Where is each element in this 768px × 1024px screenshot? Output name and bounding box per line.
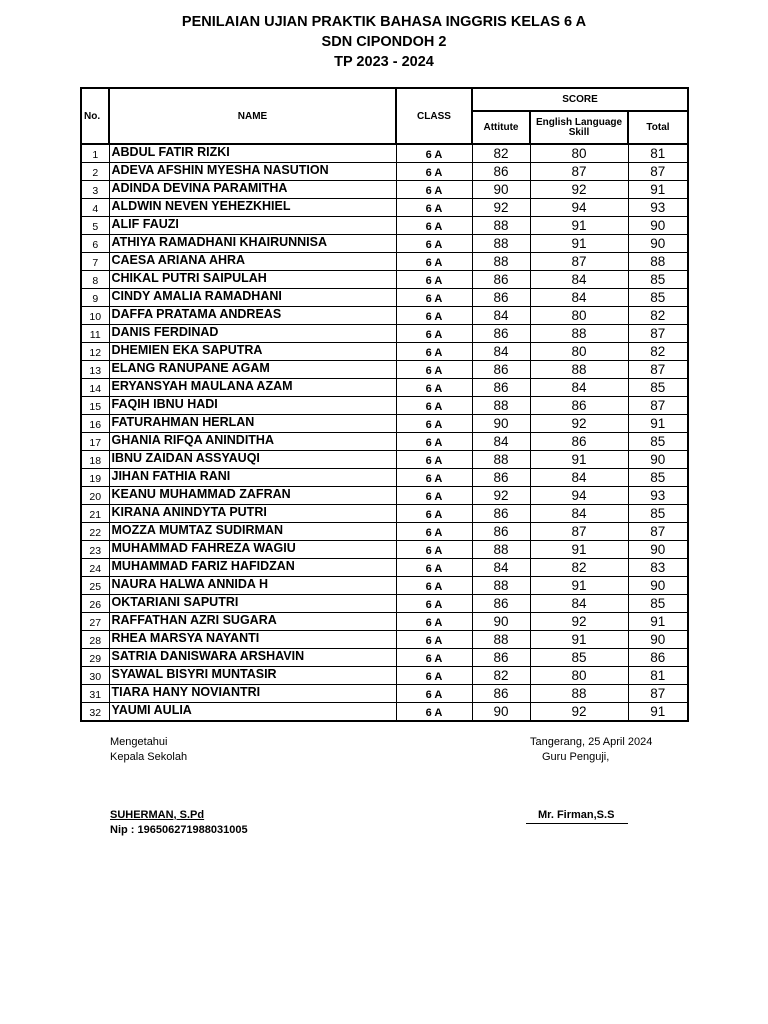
table-row	[81, 451, 688, 469]
total-score: 81	[628, 667, 688, 685]
english-skill-score: 91	[530, 217, 628, 235]
english-skill-score: 92	[530, 415, 628, 433]
student-name: DHEMIEN EKA SAPUTRA	[109, 343, 396, 361]
row-number: 6	[81, 235, 109, 253]
table-row	[81, 325, 688, 343]
total-score: 87	[628, 361, 688, 379]
total-score: 90	[628, 217, 688, 235]
english-skill-score: 91	[530, 541, 628, 559]
student-class: 6 A	[396, 433, 472, 451]
table-row	[81, 685, 688, 703]
total-score: 93	[628, 199, 688, 217]
attitute-score: 86	[472, 289, 530, 307]
total-score: 85	[628, 469, 688, 487]
student-name: ABDUL FATIR RIZKI	[109, 144, 396, 163]
attitute-score: 88	[472, 541, 530, 559]
attitute-score: 84	[472, 433, 530, 451]
english-skill-score: 86	[530, 433, 628, 451]
attitute-score: 82	[472, 667, 530, 685]
attitute-score: 86	[472, 523, 530, 541]
row-number: 28	[81, 631, 109, 649]
row-number: 20	[81, 487, 109, 505]
row-number: 32	[81, 703, 109, 722]
table-row	[81, 217, 688, 235]
english-skill-score: 86	[530, 397, 628, 415]
table-row	[81, 235, 688, 253]
attitute-score: 86	[472, 685, 530, 703]
total-score: 91	[628, 181, 688, 199]
table-row	[81, 271, 688, 289]
student-name: CHIKAL PUTRI SAIPULAH	[109, 271, 396, 289]
student-name: MUHAMMAD FAHREZA WAGIU	[109, 541, 396, 559]
row-number: 11	[81, 325, 109, 343]
student-class: 6 A	[396, 469, 472, 487]
row-number: 25	[81, 577, 109, 595]
header-english-language-skill: English Language Skill	[530, 111, 628, 144]
table-row	[81, 523, 688, 541]
attitute-score: 86	[472, 271, 530, 289]
student-name: GHANIA RIFQA ANINDITHA	[109, 433, 396, 451]
attitute-score: 86	[472, 325, 530, 343]
attitute-score: 82	[472, 144, 530, 163]
student-class: 6 A	[396, 144, 472, 163]
student-class: 6 A	[396, 199, 472, 217]
total-score: 90	[628, 451, 688, 469]
teacher-signature-line	[526, 823, 628, 824]
attitute-score: 88	[472, 577, 530, 595]
row-number: 1	[81, 144, 109, 163]
row-number: 14	[81, 379, 109, 397]
row-number: 3	[81, 181, 109, 199]
student-class: 6 A	[396, 685, 472, 703]
row-number: 13	[81, 361, 109, 379]
student-name: SATRIA DANISWARA ARSHAVIN	[109, 649, 396, 667]
table-row	[81, 361, 688, 379]
student-class: 6 A	[396, 523, 472, 541]
total-score: 91	[628, 613, 688, 631]
table-row	[81, 631, 688, 649]
student-class: 6 A	[396, 595, 472, 613]
score-table	[80, 87, 689, 722]
student-name: FAQIH IBNU HADI	[109, 397, 396, 415]
left-sign-line1: Mengetahui	[110, 736, 168, 748]
attitute-score: 88	[472, 397, 530, 415]
attitute-score: 90	[472, 703, 530, 722]
attitute-score: 88	[472, 217, 530, 235]
student-name: RAFFATHAN AZRI SUGARA	[109, 613, 396, 631]
english-skill-score: 92	[530, 181, 628, 199]
english-skill-score: 91	[530, 451, 628, 469]
attitute-score: 86	[472, 595, 530, 613]
attitute-score: 84	[472, 307, 530, 325]
attitute-score: 84	[472, 559, 530, 577]
total-score: 83	[628, 559, 688, 577]
english-skill-score: 91	[530, 631, 628, 649]
attitute-score: 88	[472, 631, 530, 649]
student-class: 6 A	[396, 271, 472, 289]
left-sign-line2: Kepala Sekolah	[110, 751, 188, 763]
student-class: 6 A	[396, 343, 472, 361]
english-skill-score: 80	[530, 343, 628, 361]
row-number: 31	[81, 685, 109, 703]
row-number: 17	[81, 433, 109, 451]
student-name: FATURAHMAN HERLAN	[109, 415, 396, 433]
attitute-score: 92	[472, 199, 530, 217]
row-number: 15	[81, 397, 109, 415]
student-class: 6 A	[396, 289, 472, 307]
english-skill-score: 84	[530, 505, 628, 523]
total-score: 85	[628, 433, 688, 451]
student-class: 6 A	[396, 541, 472, 559]
english-skill-score: 92	[530, 613, 628, 631]
table-row	[81, 163, 688, 181]
header-title: PENILAIAN UJIAN PRAKTIK BAHASA INGGRIS KELAS 6 A	[181, 14, 587, 30]
student-name: ADINDA DEVINA PARAMITHA	[109, 181, 396, 199]
student-class: 6 A	[396, 631, 472, 649]
student-class: 6 A	[396, 415, 472, 433]
attitute-score: 90	[472, 613, 530, 631]
attitute-score: 88	[472, 451, 530, 469]
attitute-score: 84	[472, 343, 530, 361]
total-score: 87	[628, 523, 688, 541]
row-number: 21	[81, 505, 109, 523]
attitute-score: 86	[472, 505, 530, 523]
attitute-score: 86	[472, 649, 530, 667]
english-skill-score: 94	[530, 199, 628, 217]
total-score: 90	[628, 631, 688, 649]
table-row	[81, 253, 688, 271]
right-sign-line1: Tangerang, 25 April 2024	[530, 736, 653, 748]
header-school-year: TP 2023 - 2024	[334, 54, 434, 70]
row-number: 12	[81, 343, 109, 361]
header-class: CLASS	[396, 88, 472, 144]
student-name: OKTARIANI SAPUTRI	[109, 595, 396, 613]
table-row	[81, 505, 688, 523]
table-row	[81, 433, 688, 451]
student-class: 6 A	[396, 451, 472, 469]
english-skill-score: 82	[530, 559, 628, 577]
student-class: 6 A	[396, 397, 472, 415]
student-class: 6 A	[396, 361, 472, 379]
student-name: MUHAMMAD FARIZ HAFIDZAN	[109, 559, 396, 577]
table-row	[81, 343, 688, 361]
row-number: 16	[81, 415, 109, 433]
student-name: IBNU ZAIDAN ASSYAUQI	[109, 451, 396, 469]
teacher-name: Mr. Firman,S.S	[538, 809, 615, 821]
total-score: 93	[628, 487, 688, 505]
header-school: SDN CIPONDOH 2	[321, 34, 447, 50]
total-score: 87	[628, 163, 688, 181]
student-class: 6 A	[396, 577, 472, 595]
total-score: 82	[628, 307, 688, 325]
student-name: KIRANA ANINDYTA PUTRI	[109, 505, 396, 523]
table-row	[81, 379, 688, 397]
attitute-score: 92	[472, 487, 530, 505]
table-row	[81, 487, 688, 505]
english-skill-score: 85	[530, 649, 628, 667]
table-row	[81, 415, 688, 433]
total-score: 90	[628, 235, 688, 253]
total-score: 90	[628, 577, 688, 595]
student-name: ELANG RANUPANE AGAM	[109, 361, 396, 379]
english-skill-score: 80	[530, 144, 628, 163]
student-class: 6 A	[396, 613, 472, 631]
student-class: 6 A	[396, 703, 472, 722]
total-score: 85	[628, 379, 688, 397]
total-score: 91	[628, 703, 688, 722]
total-score: 82	[628, 343, 688, 361]
table-row	[81, 667, 688, 685]
english-skill-score: 84	[530, 271, 628, 289]
total-score: 85	[628, 289, 688, 307]
table-row	[81, 577, 688, 595]
english-skill-score: 84	[530, 379, 628, 397]
english-skill-score: 87	[530, 163, 628, 181]
student-name: ALIF FAUZI	[109, 217, 396, 235]
english-skill-score: 84	[530, 289, 628, 307]
attitute-score: 90	[472, 181, 530, 199]
english-skill-score: 80	[530, 667, 628, 685]
row-number: 24	[81, 559, 109, 577]
student-class: 6 A	[396, 235, 472, 253]
student-name: DAFFA PRATAMA ANDREAS	[109, 307, 396, 325]
student-name: SYAWAL BISYRI MUNTASIR	[109, 667, 396, 685]
row-number: 26	[81, 595, 109, 613]
english-skill-score: 92	[530, 703, 628, 722]
total-score: 88	[628, 253, 688, 271]
total-score: 87	[628, 325, 688, 343]
row-number: 30	[81, 667, 109, 685]
row-number: 2	[81, 163, 109, 181]
row-number: 23	[81, 541, 109, 559]
table-row	[81, 199, 688, 217]
header-no: No.	[81, 88, 109, 144]
student-name: ERYANSYAH MAULANA AZAM	[109, 379, 396, 397]
principal-name: SUHERMAN, S.Pd	[110, 809, 205, 821]
row-number: 4	[81, 199, 109, 217]
document-header	[0, 12, 768, 72]
student-class: 6 A	[396, 163, 472, 181]
student-name: KEANU MUHAMMAD ZAFRAN	[109, 487, 396, 505]
student-name: TIARA HANY NOVIANTRI	[109, 685, 396, 703]
attitute-score: 86	[472, 469, 530, 487]
student-class: 6 A	[396, 667, 472, 685]
student-name: YAUMI AULIA	[109, 703, 396, 722]
table-row	[81, 649, 688, 667]
attitute-score: 86	[472, 379, 530, 397]
attitute-score: 86	[472, 163, 530, 181]
total-score: 86	[628, 649, 688, 667]
student-class: 6 A	[396, 307, 472, 325]
english-skill-score: 94	[530, 487, 628, 505]
english-skill-score: 80	[530, 307, 628, 325]
right-sign-line2: Guru Penguji,	[542, 751, 610, 763]
student-name: ADEVA AFSHIN MYESHA NASUTION	[109, 163, 396, 181]
total-score: 90	[628, 541, 688, 559]
english-skill-score: 84	[530, 469, 628, 487]
attitute-score: 90	[472, 415, 530, 433]
english-skill-score: 91	[530, 577, 628, 595]
student-class: 6 A	[396, 181, 472, 199]
student-class: 6 A	[396, 505, 472, 523]
student-class: 6 A	[396, 217, 472, 235]
header-attitute: Attitute	[472, 111, 530, 144]
row-number: 8	[81, 271, 109, 289]
row-number: 18	[81, 451, 109, 469]
row-number: 9	[81, 289, 109, 307]
table-row	[81, 289, 688, 307]
table-row	[81, 181, 688, 199]
header-total: Total	[628, 111, 688, 144]
student-name: ATHIYA RAMADHANI KHAIRUNNISA	[109, 235, 396, 253]
student-name: NAURA HALWA ANNIDA H	[109, 577, 396, 595]
table-row	[81, 559, 688, 577]
row-number: 27	[81, 613, 109, 631]
student-class: 6 A	[396, 487, 472, 505]
student-name: JIHAN FATHIA RANI	[109, 469, 396, 487]
row-number: 7	[81, 253, 109, 271]
row-number: 22	[81, 523, 109, 541]
english-skill-score: 87	[530, 523, 628, 541]
attitute-score: 88	[472, 253, 530, 271]
student-name: RHEA MARSYA NAYANTI	[109, 631, 396, 649]
student-class: 6 A	[396, 559, 472, 577]
table-row	[81, 703, 688, 722]
row-number: 5	[81, 217, 109, 235]
student-name: CAESA ARIANA AHRA	[109, 253, 396, 271]
student-name: CINDY AMALIA RAMADHANI	[109, 289, 396, 307]
header-score: SCORE	[472, 88, 688, 111]
row-number: 29	[81, 649, 109, 667]
table-row	[81, 144, 688, 163]
principal-nip: Nip : 196506271988031005	[110, 824, 248, 836]
table-row	[81, 613, 688, 631]
total-score: 87	[628, 397, 688, 415]
table-row	[81, 469, 688, 487]
student-class: 6 A	[396, 325, 472, 343]
total-score: 87	[628, 685, 688, 703]
student-class: 6 A	[396, 649, 472, 667]
header-name: NAME	[109, 88, 396, 144]
total-score: 85	[628, 505, 688, 523]
student-class: 6 A	[396, 253, 472, 271]
table-row	[81, 397, 688, 415]
row-number: 10	[81, 307, 109, 325]
table-row	[81, 595, 688, 613]
student-name: ALDWIN NEVEN YEHEZKHIEL	[109, 199, 396, 217]
english-skill-score: 88	[530, 685, 628, 703]
total-score: 85	[628, 595, 688, 613]
total-score: 85	[628, 271, 688, 289]
attitute-score: 88	[472, 235, 530, 253]
table-row	[81, 307, 688, 325]
english-skill-score: 91	[530, 235, 628, 253]
english-skill-score: 87	[530, 253, 628, 271]
student-name: MOZZA MUMTAZ SUDIRMAN	[109, 523, 396, 541]
english-skill-score: 88	[530, 325, 628, 343]
english-skill-score: 84	[530, 595, 628, 613]
student-name: DANIS FERDINAD	[109, 325, 396, 343]
total-score: 81	[628, 144, 688, 163]
student-class: 6 A	[396, 379, 472, 397]
attitute-score: 86	[472, 361, 530, 379]
table-row	[81, 541, 688, 559]
english-skill-score: 88	[530, 361, 628, 379]
total-score: 91	[628, 415, 688, 433]
score-table-body	[81, 144, 688, 721]
row-number: 19	[81, 469, 109, 487]
